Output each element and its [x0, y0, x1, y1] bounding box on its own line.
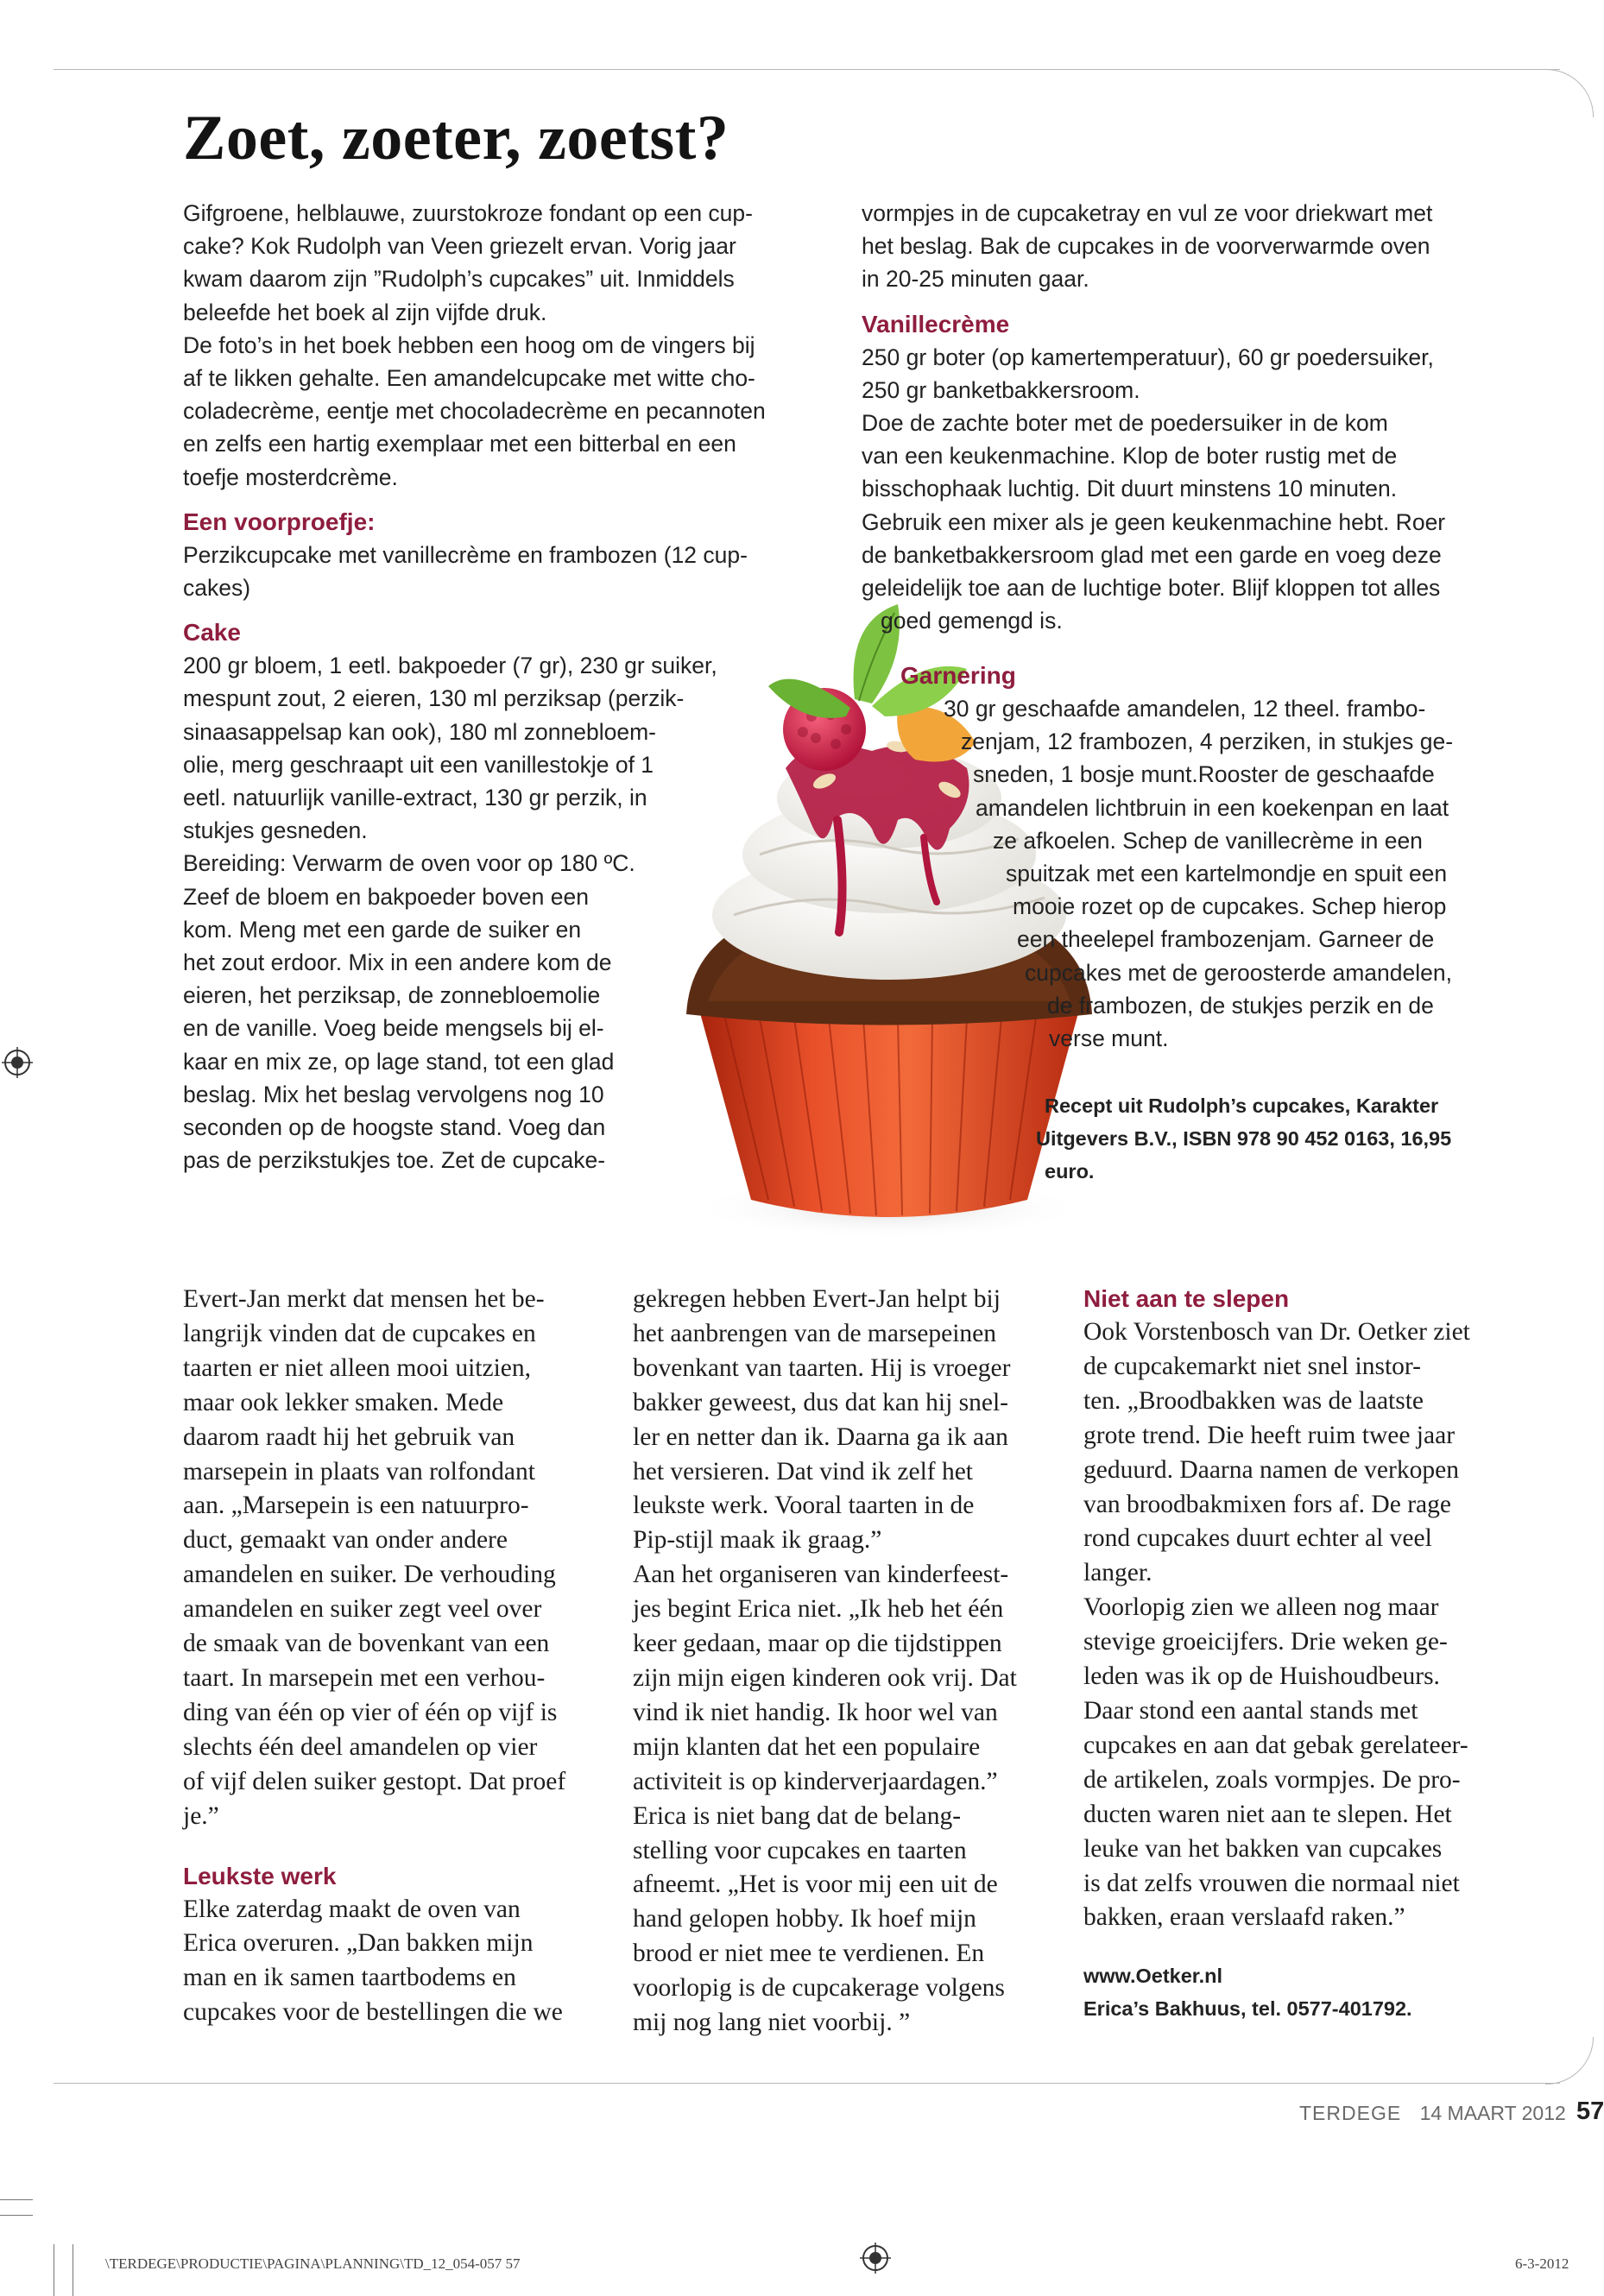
text-line: slechts één deel amandelen op vier [183, 1732, 538, 1761]
text-line: Erica is niet bang dat de belang- [633, 1801, 962, 1830]
recipe-col2 [862, 197, 1518, 637]
registration-mark-icon [860, 2242, 891, 2274]
text-line: Zeef de bloem en bakpoeder boven een [183, 883, 589, 910]
text-line: stevige groeicijfers. Drie weken ge- [1083, 1628, 1448, 1656]
text-line: cakes) [183, 575, 251, 602]
text-line: de cupcakemarkt niet snel instor- [1083, 1352, 1421, 1380]
text-line: coladecrème, eentje met chocoladecrème en pecannoten [183, 398, 766, 425]
text-line: gekregen hebben Evert-Jan helpt bij [633, 1285, 1001, 1313]
text-line: activiteit is op kinderverjaardagen.” [633, 1767, 998, 1795]
text-line: Daar stond een aantal stands met [1083, 1696, 1418, 1725]
text-line: ducten waren niet aan te slepen. Het [1083, 1800, 1452, 1828]
text-line: stukjes gesneden. [183, 817, 368, 844]
text-line: eieren, het perziksap, de zonnebloemolie [183, 982, 601, 1009]
body-paragraph [183, 1283, 615, 1834]
text-line: sneden, 1 bosje munt.Rooster de geschaafde [973, 761, 1435, 788]
vanillecreme-heading: Vanillecrème [862, 310, 1010, 337]
body-paragraph [183, 1893, 615, 2031]
page-footer [1299, 2102, 1578, 2125]
voorproefje-text [183, 539, 822, 604]
text-line: voorlopig is de cupcakerage volgens [633, 1974, 1005, 2003]
contact-info [1083, 1959, 1550, 2025]
text-line: leukste werk. Vooral taarten in de [633, 1492, 975, 1520]
text-line: kaar en mix ze, op lage stand, tot een glad [183, 1048, 615, 1075]
text-line: pas de perzikstukjes toe. Zet de cupcake- [183, 1147, 606, 1174]
text-line: het versieren. Dat vind ik zelf het [633, 1457, 974, 1485]
text-line: stelling voor cupcakes en taarten [633, 1836, 967, 1864]
text-line: Uitgevers B.V., ISBN 978 90 452 0163, 16,95 [1036, 1127, 1452, 1150]
text-line: taarten er niet alleen mooi uitzien, [183, 1353, 531, 1382]
print-slug-date: 6-3-2012 [1515, 2255, 1569, 2272]
text-line: Ook Vorstenbosch van Dr. Oetker ziet [1083, 1318, 1470, 1346]
niet-aan-te-slepen-heading: Niet aan te slepen [1083, 1285, 1290, 1312]
text-line: rond cupcakes duurt echter al veel [1083, 1524, 1432, 1553]
text-line: bakker geweest, dus dat kan hij snel- [633, 1388, 1008, 1416]
text-line: Gebruik een mixer als je geen keukenmachine hebt. Roer [862, 508, 1446, 535]
text-line: geduurd. Daarna namen de verkopen [1083, 1455, 1459, 1484]
text-line: 30 gr geschaafde amandelen, 12 theel. frambo- [944, 696, 1426, 722]
text-line: amandelen en suiker zegt veel over [183, 1595, 542, 1624]
text-line: 250 gr boter (op kamertemperatuur), 60 gr poedersuiker, [862, 344, 1434, 370]
text-line: leden was ik op de Huishoudbeurs. [1083, 1662, 1440, 1691]
bottom-rule-corner [1545, 2037, 1594, 2085]
body-col2 [633, 1283, 1064, 2041]
text-line: 200 gr bloem, 1 eetl. bakpoeder (7 gr), 230 gr suiker, [183, 653, 717, 679]
text-line: De foto’s in het boek hebben een hoog om de vingers bij [183, 331, 755, 358]
text-line: grote trend. Die heeft ruim twee jaar [1083, 1421, 1456, 1449]
text-line: duct, gemaakt van onder andere [183, 1526, 508, 1555]
bottom-rule [54, 2083, 1560, 2084]
text-line: mijn klanten dat het een populaire [633, 1732, 981, 1761]
text-line: Erica overuren. „Dan bakken mijn [183, 1929, 534, 1958]
text-line: aan. „Marsepein is een natuurpro- [183, 1492, 529, 1520]
text-line: de frambozen, de stukjes perzik en de [1047, 992, 1434, 1019]
text-line: spuitzak met een kartelmondje en spuit een [1006, 861, 1448, 887]
text-line: Doe de zachte boter met de poedersuiker in de kom [862, 410, 1388, 437]
text-line: geleidelijk toe aan de luchtige boter. Blijf kloppen tot alles [862, 575, 1441, 602]
text-line: amandelen en suiker. De verhouding [183, 1561, 556, 1589]
text-line: afneemt. „Het is voor mij een uit de [633, 1870, 998, 1899]
text-line: verse munt. [1049, 1025, 1169, 1052]
text-line: 250 gr banketbakkersroom. [862, 376, 1140, 403]
text-line: olie, merg geschraapt uit een vanillestokje of 1 [183, 751, 654, 778]
text-line: mespunt zout, 2 eieren, 130 ml perziksap (perzik- [183, 685, 685, 712]
text-line: het aanbrengen van de marsepeinen [633, 1319, 996, 1347]
text-line: kom. Meng met een garde de suiker en [183, 916, 582, 943]
text-line: een theelepel frambozenjam. Garneer de [1017, 926, 1435, 953]
text-line: Voorlopig zien we alleen nog maar [1083, 1593, 1439, 1622]
text-line: je.” [183, 1801, 219, 1830]
text-line: is dat zelfs vrouwen die normaal niet [1083, 1869, 1460, 1897]
text-line: kwam daarom zijn ”Rudolph’s cupcakes” uit. Inmiddels [183, 266, 735, 293]
text-line: vormpjes in de cupcaketray en vul ze voor driekwart met [862, 200, 1433, 226]
text-line: daarom raadt hij het gebruik van [183, 1422, 515, 1451]
text-line: van broodbakmixen fors af. De rage [1083, 1490, 1451, 1518]
text-line: Gifgroene, helblauwe, zuurstokroze fondant op een cup- [183, 200, 753, 226]
text-line: van een keukenmachine. Klop de boter rustig met de [862, 443, 1398, 470]
text-line: eetl. natuurlijk vanille-extract, 130 gr perzik, in [183, 785, 647, 811]
text-line: cupcakes voor de bestellingen die we [183, 1998, 563, 2027]
text-line: maar ook lekker smaken. Mede [183, 1388, 504, 1416]
voorproefje-heading: Een voorproefje: [183, 508, 376, 535]
article-title: Zoet, zoeter, zoetst? [183, 103, 729, 173]
text-line: ze afkoelen. Schep de vanillecrème in een [993, 827, 1423, 854]
text-line: bakken, eraan verslaafd raken.” [1083, 1903, 1405, 1932]
text-line: bovenkant van taarten. Hij is vroeger [633, 1353, 1011, 1382]
text-line: het beslag. Bak de cupcakes in de voorverwarmde oven [862, 233, 1430, 260]
top-rule-corner [1545, 69, 1594, 117]
text-line: taart. In marsepein met een verhou- [183, 1663, 546, 1692]
text-line: af te likken gehalte. Een amandelcupcake met witte cho- [183, 365, 755, 392]
text-line: ler en netter dan ik. Daarna ga ik aan [633, 1422, 1008, 1451]
text-line: Recept uit Rudolph’s cupcakes, Karakter [1045, 1094, 1439, 1117]
text-line: langrijk vinden dat de cupcakes en [183, 1319, 536, 1347]
text-line: zenjam, 12 frambozen, 4 perziken, in stukjes ge- [961, 729, 1454, 755]
text-line: brood er niet mee te verdienen. En [633, 1940, 985, 1968]
body-col3 [1083, 1283, 1550, 2025]
text-line: in 20-25 minuten gaar. [862, 266, 1089, 293]
text-line: bisschophaak luchtig. Dit duurt minstens 10 minuten. [862, 476, 1398, 502]
leukste-werk-heading: Leukste werk [183, 1862, 337, 1889]
text-line: cupcakes met de geroosterde amandelen, [1025, 959, 1452, 986]
text-line: beslag. Mix het beslag vervolgens nog 10 [183, 1081, 604, 1107]
recipe-bake-text [862, 197, 1518, 296]
text-line: Bereiding: Verwarm de oven voor op 180 ºC. [183, 850, 635, 877]
page-number: 57 [1576, 2097, 1604, 2125]
vanillecreme-text [862, 341, 1518, 638]
top-rule [54, 69, 1560, 70]
text-line: cake? Kok Rudolph van Veen griezelt ervan. Vorig jaar [183, 233, 736, 260]
crop-mark [0, 2199, 33, 2200]
text-line: Perzikcupcake met vanillecrème en frambozen (12 cup- [183, 541, 748, 568]
text-line: leuke van het bakken van cupcakes [1083, 1834, 1443, 1863]
text-line: de artikelen, zoals vormpjes. De pro- [1083, 1765, 1461, 1794]
text-line: of vijf delen suiker gestopt. Dat proef [183, 1767, 566, 1795]
garnering-heading: Garnering [900, 662, 1016, 689]
recipe-intro [183, 197, 822, 494]
text-line: jes begint Erica niet. „Ik heb het één [633, 1595, 1004, 1624]
text-line: de banketbakkersroom glad met een garde en voeg deze [862, 541, 1442, 568]
text-line: amandelen lichtbruin in een koekenpan en laat [976, 794, 1449, 821]
text-line: ten. „Broodbakken was de laatste [1083, 1386, 1424, 1415]
text-line: ding van één op vier of één op vijf is [183, 1698, 558, 1726]
text-line: Evert-Jan merkt dat mensen het be- [183, 1285, 545, 1313]
text-line: sinaasappelsap kan ook), 180 ml zonnebloem- [183, 718, 656, 745]
issue-date: 14 MAART 2012 [1419, 2102, 1566, 2124]
text-line: mooie rozet op de cupcakes. Schep hierop [1013, 893, 1447, 920]
text-line: Pip-stijl maak ik graag.” [633, 1526, 882, 1555]
text-line: en de vanille. Voeg beide mengsels bij el- [183, 1015, 604, 1042]
text-line: beleefde het boek al zijn vijfde druk. [183, 299, 547, 325]
magazine-name: TERDEGE [1299, 2102, 1402, 2124]
text-line: Elke zaterdag maakt de oven van [183, 1895, 521, 1923]
text-line: keer gedaan, maar op die tijdstippen [633, 1630, 1002, 1658]
recipe-credit [0, 1089, 1554, 1188]
text-line: mij nog lang niet voorbij. ” [633, 2009, 911, 2037]
text-line: euro. [1045, 1160, 1095, 1183]
text-line: marsepein in plaats van rolfondant [183, 1457, 535, 1485]
contact-line: Erica’s Bakhuus, tel. 0577-401792. [1083, 1997, 1412, 2021]
text-line: zijn mijn eigen kinderen ook vrij. Dat [633, 1663, 1017, 1692]
text-line: cupcakes en aan dat gebak gerelateer- [1083, 1731, 1468, 1759]
text-line: toefje mosterdcrème. [183, 464, 398, 490]
text-line: langer. [1083, 1559, 1152, 1587]
website-link[interactable]: www.Oetker.nl [1083, 1965, 1223, 1988]
text-line: Aan het organiseren van kinderfeest- [633, 1561, 1009, 1589]
text-line: het zout erdoor. Mix in een andere kom de [183, 949, 612, 976]
text-line: goed gemengd is. [881, 608, 1063, 634]
text-line: de smaak van de bovenkant van een [183, 1630, 550, 1658]
body-col1 [183, 1283, 615, 2030]
text-line: hand gelopen hobby. Ik hoef mijn [633, 1905, 976, 1933]
text-line: seconden op de hoogste stand. Voeg dan [183, 1114, 606, 1141]
cake-heading: Cake [183, 619, 241, 647]
text-line: en zelfs een hartig exemplaar met een bitterbal en een [183, 431, 736, 457]
crop-mark [0, 2215, 33, 2216]
text-line: vind ik niet handig. Ik hoor wel van [633, 1698, 998, 1726]
text-line: man en ik samen taartbodems en [183, 1964, 516, 1992]
garnering-text [0, 692, 1554, 1055]
print-slug-path: \TERDEGE\PRODUCTIE\PAGINA\PLANNING\TD_12_054-057 57 [105, 2255, 521, 2272]
registration-mark-icon [2, 1047, 33, 1078]
